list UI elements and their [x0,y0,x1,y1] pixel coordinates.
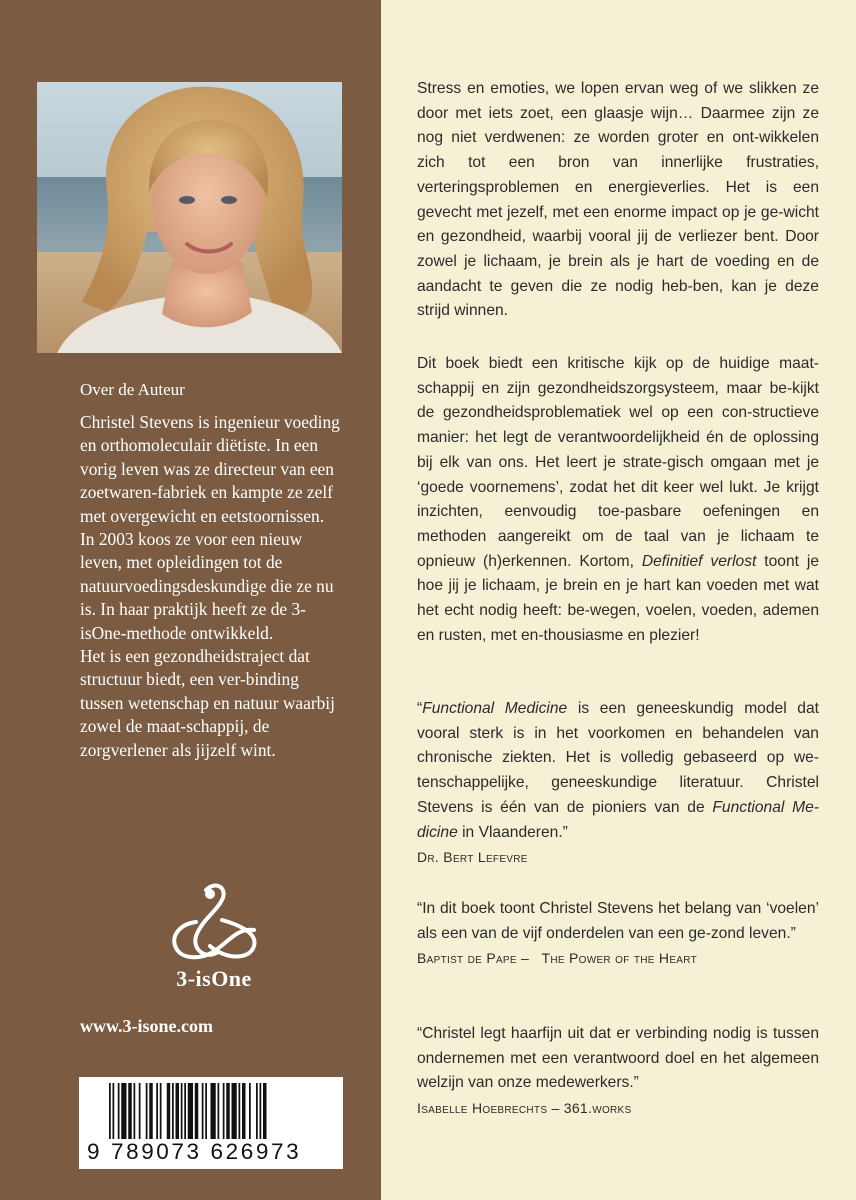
book-title: Definitief verlost [641,552,757,570]
barcode-bar [134,1083,136,1139]
barcode-bar [202,1083,204,1139]
barcode-bar [211,1083,216,1139]
barcode-bar [218,1083,220,1139]
author-bio-paragraph: Het is een gezondheidstraject dat structuur biedt, een ver-binding tussen wetenschap en natuur waarbij zowel de maat-schappij, de zorgverlener als jijzelf wint. [80,646,335,760]
barcode-bar [146,1083,148,1139]
barcode-bar [172,1083,174,1139]
barcode-bar [223,1083,225,1139]
quote-text: “Christel legt haarfijn uit dat er verbinding nodig is tussen ondernemen met een verantwoord doel en het algemeen welzijn van onze medewerkers.” [417,1025,819,1092]
barcode-bar [113,1083,115,1139]
barcode-bar [181,1083,183,1139]
quote-1 [417,697,819,870]
quote-author: Dr. Bert Lefevre [417,849,528,866]
barcode-bar [256,1083,258,1139]
barcode-bar [149,1083,153,1139]
description-text-part: Dit boek biedt een kritische kijk op de huidige maat-schappij en zijn gezondheidszorgsysteem, maar be-kijkt de gezondheidsproblematiek wel op een con-structieve manier: het legt de verantwoordelijkheid én de oplossing bij elk van ons. Het leert je strate-gisch omgaan met je ‘goede voornemens’, zodat het dit keer wel lukt. Je krijgt inzichten, eenvoudig toe-pasbare oefeningen en methoden aangereikt om de taal van je lichaam te opnieuw (h)erkennen. Kortom, [417,355,819,570]
barcode-bar [184,1083,186,1139]
quote-text-part: is een geneeskundig model dat vooral sterk is in het voorkomen en behandelen van chronische ziekten. Het is volledig gebaseerd op we-tenschappelijke, geneeskundige literatuur. Christel Stevens is één van de pioniers van de [417,700,819,816]
barcode-bar [176,1083,180,1139]
quote-text: “In dit boek toont Christel Stevens het belang van ‘voelen’ als een van de vijf onderdelen van een ge-zond leven.” [417,900,819,942]
quote-author-work: The Power of the Heart [541,950,698,967]
barcode-bar [205,1083,207,1139]
author-photo [37,82,342,353]
barcode-bar [118,1083,120,1139]
isbn-barcode [79,1077,343,1169]
barcode-bar [160,1083,162,1139]
logo-text: 3-isOne [176,966,252,991]
quote-author-name: Baptist de Pape – [417,950,530,967]
description-text-2 [417,352,819,648]
barcode-bar [167,1083,171,1139]
barcode-bar [139,1083,141,1139]
barcode-bar [128,1083,132,1139]
open-quote: “ [417,700,423,717]
quote-author [417,946,819,971]
quote-term: Functional Medicine [422,700,568,717]
barcode-bar [109,1083,111,1139]
website-link[interactable]: www.3-isone.com [80,1016,213,1036]
description-text-part: toont je hoe jij je lichaam, je brein en je hart kan voeden met wat het echt nodig heeft: be-wegen, voelen, voeden, ademen en rusten, met en-thousiasme en plezier! [417,552,820,644]
author-bio-paragraph: Christel Stevens is ingenieur voeding en orthomoleculair diëtiste. In een vorig leven was ze directeur van een zoetwaren-fabriek en kampte ze zelf met overgewicht en eetstoornissen. In 2003 koos ze voor een nieuw leven, met opleidingen tot de natuurvoedingsdeskundige die ze nu is. In haar praktijk heeft ze de 3-isOne-methode ontwikkeld. [80,412,340,643]
barcode-bar [188,1083,193,1139]
barcode-bar [249,1083,251,1139]
barcode-bar [239,1083,241,1139]
quote-author: Isabelle Hoebrechts – 361.works [417,1100,632,1117]
barcode-bars-icon [109,1083,327,1139]
description-paragraph-2 [417,352,819,648]
author-bio [80,411,342,762]
barcode-bar [121,1083,126,1139]
barcode-bar [232,1083,237,1139]
quote-text-part: in Vlaanderen.” [462,823,568,841]
barcode-bar [195,1083,199,1139]
quote-2 [417,897,819,971]
barcode-bar [156,1083,158,1139]
quote-text [417,697,819,845]
barcode-bar [263,1083,267,1139]
brand-logo [140,880,288,1000]
isbn-number: 9 789073 626973 [87,1139,302,1164]
trinity-knot-icon [166,880,262,966]
description-text: Stress en emoties, we lopen ervan weg of we slikken ze door met iets zoet, een glaasje wijn… Daarmee zijn ze nog niet verdwenen: ze worden groter en ont-wikkelen zich tot een bron van innerlijke frustraties, verteringsproblemen en energieverlies. Het is een gevecht met jezelf, met een enorme impact op je ge-wicht en gezondheid, waarbij vooral jij de verliezer bent. Door zowel je lichaam, je brein als je hart de voeding en de aandacht te geven die ze nodig heb-ben, kan je deze strijd winnen. [417,80,819,320]
quote-term: Functional Me-dicine [417,798,819,841]
barcode-bar [242,1083,246,1139]
about-author-heading: Over de Auteur [80,380,185,399]
barcode-bar [260,1083,262,1139]
quote-3 [417,1022,819,1121]
description-paragraph-1 [417,77,819,324]
barcode-bar [226,1083,230,1139]
